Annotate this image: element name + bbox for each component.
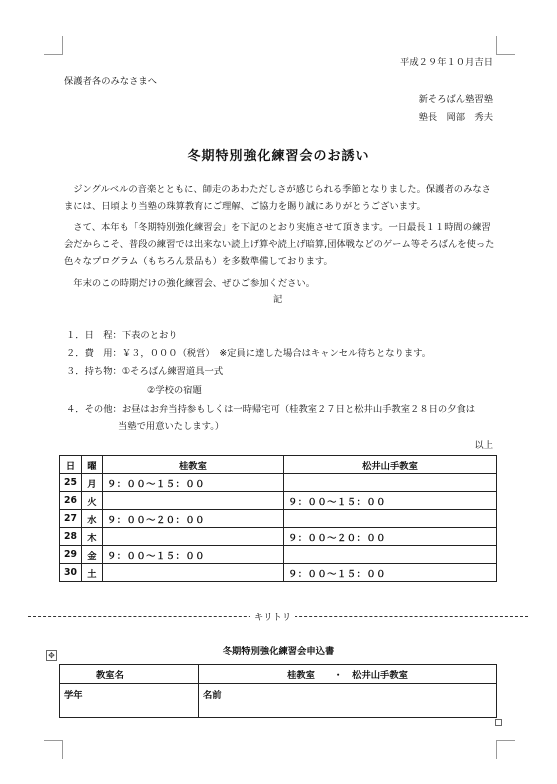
row-matsui [283, 546, 496, 564]
form-entry-row [60, 684, 497, 718]
table-row [60, 492, 497, 510]
table-resize-handle[interactable] [495, 719, 502, 726]
row-day: 28 [60, 528, 82, 546]
row-weekday: 木 [81, 528, 102, 546]
margin-corner-top-left [44, 36, 63, 55]
row-weekday: 月 [81, 474, 102, 492]
row-katsura: ９：００～１５：００ [102, 546, 283, 564]
item-other-2: 当塾で用意いたします。） [118, 421, 225, 432]
table-row [60, 528, 497, 546]
row-matsui: ９：００～１５：００ [283, 492, 496, 510]
row-weekday: 火 [81, 492, 102, 510]
form-class-row [60, 665, 497, 684]
schedule-header-row [60, 456, 497, 474]
row-day: 30 [60, 564, 82, 582]
row-day: 27 [60, 510, 82, 528]
row-day: 26 [60, 492, 82, 510]
item-schedule: １．日 程：下表のとおり [66, 330, 178, 341]
item-other: ４．その他：お昼はお弁当持参もしくは一時帰宅可（桂教室２７日と松井山手教室２８日の夕食は [66, 404, 476, 415]
body-paragraph-2: さて、本年も「冬期特別強化練習会」を下記のとおり実施させて頂きます。一日最長１１時間の練習会だからこそ、普段の練習では出来ない読上げ算や読上げ暗算,団体戦などのゲーム等そろばんを使った色々なプログラム（もちろん景品も）を多数準備しております。 [64, 222, 495, 267]
table-move-handle-icon[interactable]: ✥ [46, 650, 57, 661]
letter-recipient: 保護者各のみなさまへ [64, 76, 157, 87]
row-katsura: ９：００～２０：００ [102, 510, 283, 528]
school-name: 新そろばん塾習塾 [418, 94, 493, 105]
margin-corner-bottom-right [496, 740, 515, 759]
principal-name: 塾長 岡部 秀夫 [418, 112, 493, 123]
ki-heading: 記 [273, 294, 283, 305]
table-row [60, 474, 497, 492]
row-day: 29 [60, 546, 82, 564]
closing-text: 以上 [474, 440, 493, 451]
item-fee: ２．費 用：￥３，０００（税営） ※定員に達した場合はキャンセル待ちとなります。 [66, 348, 432, 359]
application-form-table [59, 664, 497, 718]
row-matsui: ９：００～２０：００ [283, 528, 496, 546]
margin-corner-bottom-left [44, 740, 63, 759]
row-katsura [102, 492, 283, 510]
table-row [60, 510, 497, 528]
body-paragraph-3: 年末のこの時期だけの強化練習会、ぜひご参加ください。 [73, 278, 316, 289]
form-title: 冬期特別強化練習会申込書 [222, 646, 335, 657]
row-matsui: ９：００～１５：００ [283, 564, 496, 582]
row-katsura [102, 528, 283, 546]
row-matsui [283, 474, 496, 492]
header-matsui: 松井山手教室 [283, 456, 496, 474]
row-katsura [102, 564, 283, 582]
form-class-options[interactable]: 桂教室 ・ 松井山手教室 [199, 665, 497, 684]
row-weekday: 金 [81, 546, 102, 564]
body-paragraph-1: ジングルベルの音楽とともに、師走のあわただしさが感じられる季節となりました。保護者のみなさまには、日頃より当塾の珠算教育にご理解、ご協力を賜り誠にありがとうございます。 [64, 184, 491, 212]
page-title: 冬期特別強化練習会のお誘い [187, 149, 370, 164]
row-day: 25 [60, 474, 82, 492]
item-belongings: ３．持ち物：①そろばん練習道具一式 [66, 366, 224, 377]
row-matsui [283, 510, 496, 528]
schedule-table [59, 455, 497, 582]
row-weekday: 土 [81, 564, 102, 582]
table-row [60, 546, 497, 564]
header-day: 日 [60, 456, 82, 474]
margin-corner-top-right [496, 36, 515, 55]
row-weekday: 水 [81, 510, 102, 528]
item-belongings-2: ②学校の宿題 [147, 385, 202, 396]
form-grade-label[interactable]: 学年 [60, 684, 199, 718]
header-katsura: 桂教室 [102, 456, 283, 474]
cut-label: キリトリ [250, 609, 295, 623]
letter-date: 平成２９年１０月吉日 [400, 57, 493, 68]
form-class-label: 教室名 [60, 665, 199, 684]
form-name-label[interactable]: 名前 [199, 684, 497, 718]
row-katsura: ９：００～１５：００ [102, 474, 283, 492]
table-row [60, 564, 497, 582]
header-weekday: 曜 [81, 456, 102, 474]
